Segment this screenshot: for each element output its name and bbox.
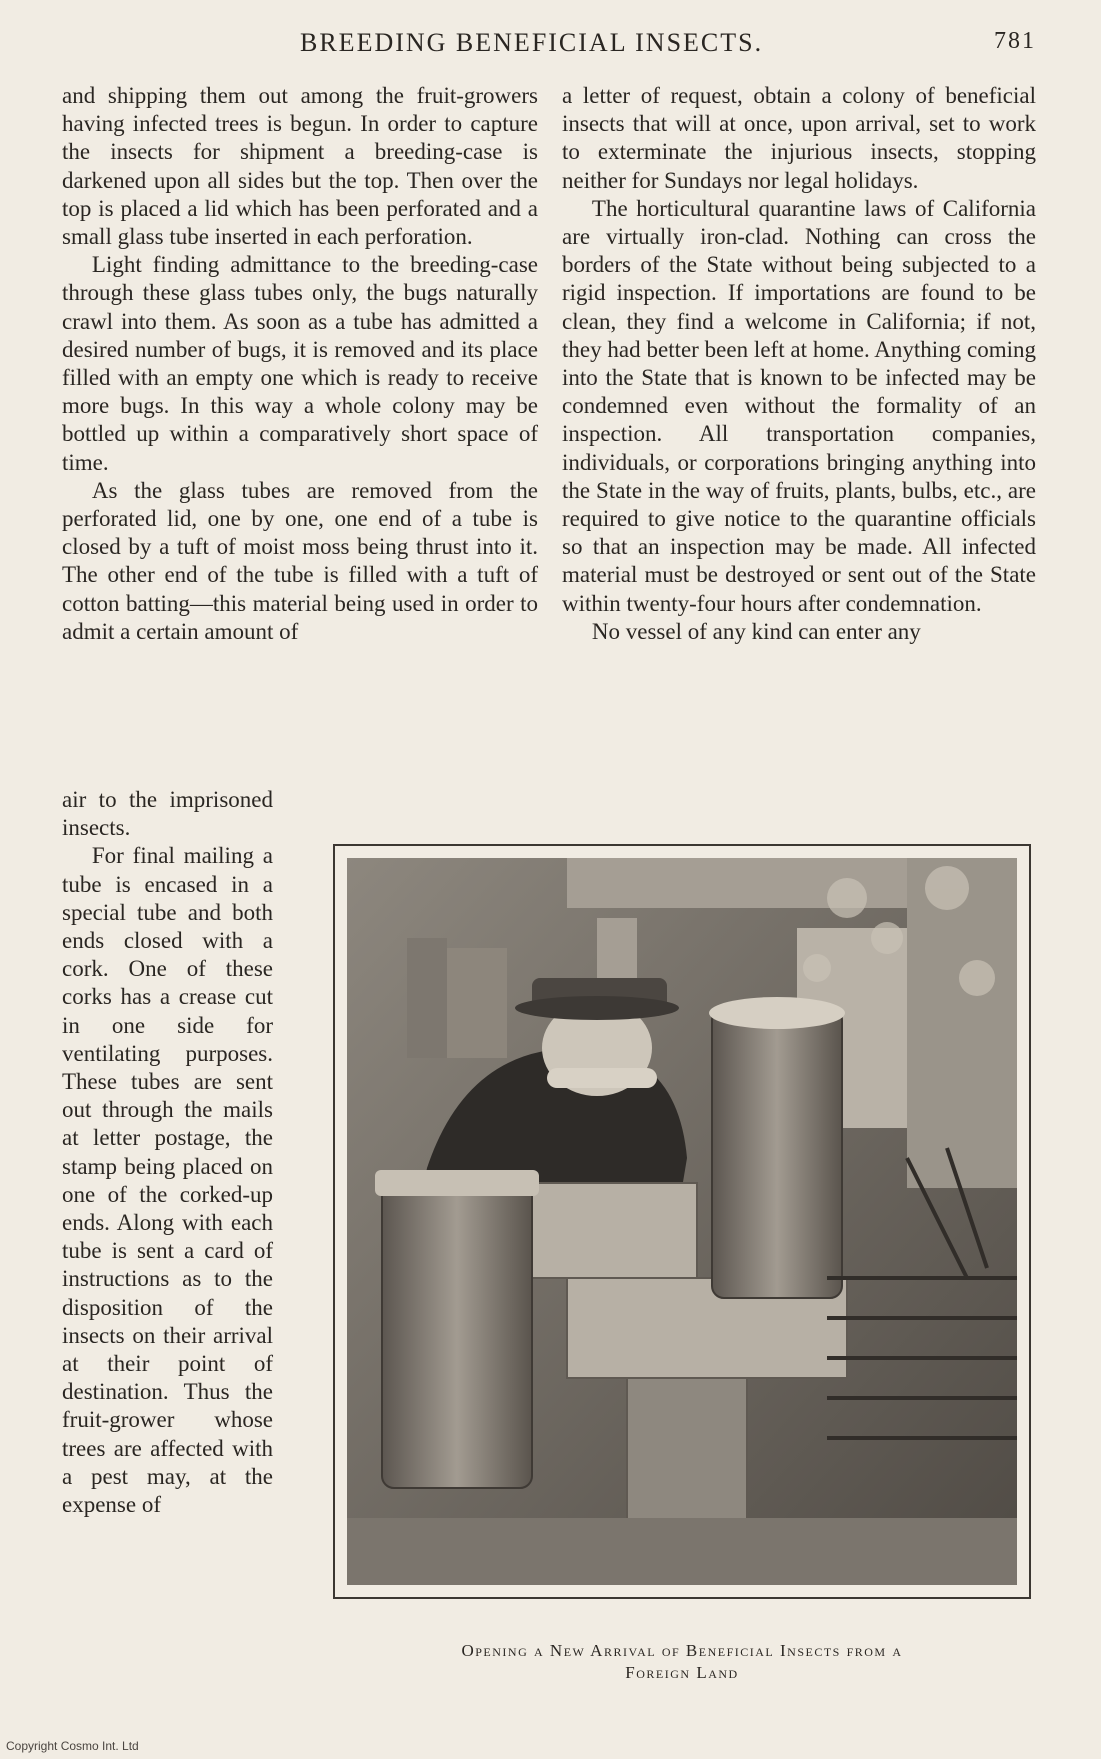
paragraph: a letter of request, obtain a colony of beneficial insects that will at once, upon arrival, set to work to exterminate the injurious insects, stopping neither for Sundays nor legal holidays.	[562, 83, 1036, 193]
page-number: 781	[994, 28, 1036, 54]
running-header	[300, 28, 1040, 62]
jar-right	[709, 997, 845, 1298]
paragraph: As the glass tubes are removed from the perforated lid, one by one, one end of a tube is closed by a tuft of moist moss being thrust into it. The other end of the tube is filled with a tuft of cotton batting—this material being used in order to admit a certain amount of	[62, 477, 538, 644]
paragraph: The horticultural quarantine laws of California are virtually iron-clad. Nothing can cross the borders of the State without being subjected to a rigid inspection. If importations are found to be clean, they find a welcome in California; if not, they had better been left at home. Anything coming into the State that is known to be infected may be condemned even without the formality of an inspection. All transportation companies, individuals, or corporations bringing anything into the State in the way of fruits, plants, bulbs, etc., are required to give notice to the quarantine officials so that an inspection may be made. All infected material must be destroyed or sent out of the State within twenty-four hours after condemnation.	[562, 195, 1036, 616]
paragraph: and shipping them out among the fruit-growers having infected trees is begun. In order to capture the insects for shipment a breeding-case is darkened upon all sides but the top. Then over the top is placed a lid which has been perforated and a small glass tube inserted in each perforation.	[62, 83, 538, 250]
caption-line: Opening a New Arrival of Beneficial Insects from a	[461, 1641, 903, 1660]
left-column-top	[62, 82, 538, 646]
paragraph: No vessel of any kind can enter any	[591, 618, 921, 644]
caption-line: Foreign Land	[625, 1663, 739, 1682]
photograph	[347, 858, 1017, 1585]
running-title: BREEDING BENEFICIAL INSECTS.	[300, 28, 764, 57]
jar-left	[375, 1170, 539, 1488]
photo-figure	[333, 844, 1031, 1599]
floor	[347, 1518, 1017, 1585]
right-column	[562, 82, 1036, 646]
paragraph: Light finding admittance to the breeding-case through these glass tubes only, the bugs naturally crawl into them. As soon as a tube has admitted a desired number of bugs, it is removed and its place filled with an empty one which is ready to receive more bugs. In this way a whole colony may be bottled up within a comparatively short space of time.	[62, 252, 538, 475]
paragraph: air to the imprisoned insects.	[62, 787, 273, 841]
paragraph: For final mailing a tube is encased in a special tube and both ends closed with a cork. One of these corks has a crease cut in one side for ventilating purposes. These tubes are sent out through the mails at letter postage, the stamp being placed on one of the corked-up ends. Along with each tube is sent a card of instructions as to the disposition of the insects on their arrival at their point of destination. Thus the fruit-grower whose trees are affected with a pest may, at the expense of	[62, 843, 273, 1518]
background-jars	[407, 938, 507, 1058]
left-column-bottom	[62, 786, 273, 1519]
figure-caption	[333, 1640, 1031, 1684]
copyright-watermark: Copyright Cosmo Int. Ltd	[6, 1739, 139, 1753]
